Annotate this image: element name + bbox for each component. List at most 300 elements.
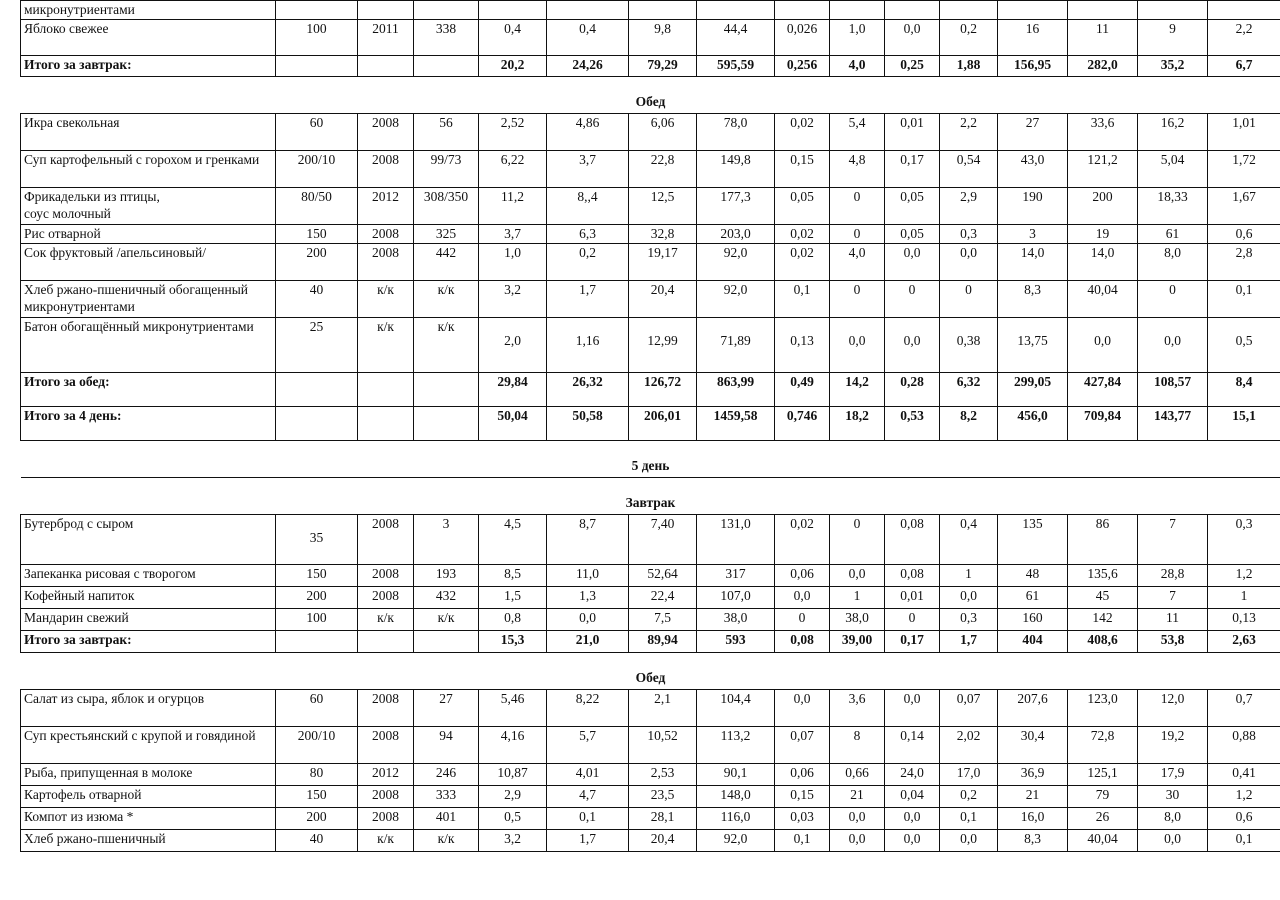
value-cell: 38,0 [830, 609, 885, 631]
value-cell: 28,8 [1138, 565, 1208, 587]
value-cell: 26 [1068, 808, 1138, 830]
value-cell: 7,40 [629, 515, 697, 565]
dish-name: микронутриентами [21, 1, 276, 20]
value-cell: 4,8 [830, 151, 885, 188]
value-cell: 2,8 [1208, 244, 1280, 281]
value-cell: 89,94 [629, 631, 697, 653]
value-cell: 8,4 [1208, 373, 1280, 407]
value-cell: 107,0 [697, 587, 775, 609]
value-cell: 150 [276, 565, 358, 587]
value-cell: 2,9 [479, 786, 547, 808]
value-cell: 8,3 [998, 830, 1068, 852]
value-cell: 0,0 [1068, 318, 1138, 373]
value-cell [276, 407, 358, 441]
value-cell: 1,7 [940, 631, 998, 653]
value-cell: 20,4 [629, 281, 697, 318]
value-cell: 10,87 [479, 764, 547, 786]
value-cell: 2011 [358, 20, 414, 56]
section-title: Обед [21, 653, 1280, 690]
value-cell: 8,0 [1138, 808, 1208, 830]
value-cell: 0,026 [775, 20, 830, 56]
value-cell: 27 [414, 690, 479, 727]
value-cell: 2008 [358, 225, 414, 244]
value-cell: 94 [414, 727, 479, 764]
value-cell: 2008 [358, 786, 414, 808]
value-cell: 20,4 [629, 830, 697, 852]
value-cell: 12,0 [1138, 690, 1208, 727]
value-cell: 156,95 [998, 56, 1068, 77]
value-cell: 2,2 [1208, 20, 1280, 56]
value-cell: 401 [414, 808, 479, 830]
value-cell: 0,0 [940, 587, 998, 609]
value-cell: 2,0 [479, 318, 547, 373]
value-cell: 6,06 [629, 114, 697, 151]
value-cell: 78,0 [697, 114, 775, 151]
value-cell: 14,0 [1068, 244, 1138, 281]
value-cell: 8,2 [940, 407, 998, 441]
value-cell: 21,0 [547, 631, 629, 653]
value-cell: 14,0 [998, 244, 1068, 281]
value-cell: 432 [414, 587, 479, 609]
value-cell: 61 [1138, 225, 1208, 244]
value-cell: 5,46 [479, 690, 547, 727]
value-cell: 2008 [358, 515, 414, 565]
value-cell: 50,58 [547, 407, 629, 441]
value-cell: 0,5 [479, 808, 547, 830]
value-cell: 5,04 [1138, 151, 1208, 188]
value-cell: 0,88 [1208, 727, 1280, 764]
dish-name: Запеканка рисовая с творогом [21, 565, 276, 587]
value-cell: 299,05 [998, 373, 1068, 407]
value-cell: 40 [276, 830, 358, 852]
value-cell: 325 [414, 225, 479, 244]
value-cell: 0,6 [1208, 808, 1280, 830]
value-cell: 0,1 [940, 808, 998, 830]
value-cell [276, 1, 358, 20]
value-cell: 79 [1068, 786, 1138, 808]
value-cell: 2012 [358, 764, 414, 786]
value-cell: 0,1 [547, 808, 629, 830]
value-cell: 8,3 [998, 281, 1068, 318]
value-cell: 24,0 [885, 764, 940, 786]
value-cell: 1 [940, 565, 998, 587]
value-cell: 21 [998, 786, 1068, 808]
value-cell: 3 [998, 225, 1068, 244]
table-row [21, 830, 1280, 852]
value-cell: 4,01 [547, 764, 629, 786]
value-cell: 0,0 [830, 565, 885, 587]
table-row [21, 281, 1280, 318]
value-cell: 1,0 [830, 20, 885, 56]
value-cell: 9 [1138, 20, 1208, 56]
value-cell: 0,0 [885, 808, 940, 830]
dish-name: Суп крестьянский с крупой и говядиной [21, 727, 276, 764]
value-cell: 53,8 [1138, 631, 1208, 653]
dish-name: Итого за обед: [21, 373, 276, 407]
value-cell: 23,5 [629, 786, 697, 808]
value-cell: 1 [1208, 587, 1280, 609]
value-cell: 200/10 [276, 727, 358, 764]
value-cell: 15,1 [1208, 407, 1280, 441]
value-cell: 92,0 [697, 281, 775, 318]
value-cell: 1,72 [1208, 151, 1280, 188]
value-cell: 8 [830, 727, 885, 764]
value-cell: 0,08 [885, 515, 940, 565]
dish-name: Икра свекольная [21, 114, 276, 151]
total-row [21, 407, 1280, 441]
value-cell: 246 [414, 764, 479, 786]
value-cell: 0,3 [940, 225, 998, 244]
value-cell: 35 [276, 515, 358, 565]
value-cell: 0,02 [775, 114, 830, 151]
value-cell: 0 [775, 609, 830, 631]
value-cell: 282,0 [1068, 56, 1138, 77]
value-cell: 2008 [358, 114, 414, 151]
value-cell: 30,4 [998, 727, 1068, 764]
value-cell: 206,01 [629, 407, 697, 441]
value-cell: 4,16 [479, 727, 547, 764]
value-cell: 4,5 [479, 515, 547, 565]
value-cell [358, 373, 414, 407]
section-header-row [21, 653, 1280, 690]
value-cell: 22,4 [629, 587, 697, 609]
value-cell [358, 1, 414, 20]
total-row [21, 56, 1280, 77]
value-cell: 28,1 [629, 808, 697, 830]
value-cell: 3,7 [479, 225, 547, 244]
value-cell: 0,256 [775, 56, 830, 77]
value-cell: 0,0 [885, 830, 940, 852]
value-cell: 4,86 [547, 114, 629, 151]
value-cell [697, 1, 775, 20]
value-cell: 0,1 [1208, 281, 1280, 318]
table-row [21, 727, 1280, 764]
value-cell: 0,06 [775, 764, 830, 786]
value-cell: 108,57 [1138, 373, 1208, 407]
value-cell [414, 56, 479, 77]
value-cell: 30 [1138, 786, 1208, 808]
value-cell: 35,2 [1138, 56, 1208, 77]
value-cell: 200 [276, 244, 358, 281]
value-cell: 593 [697, 631, 775, 653]
dish-name: Рыба, припущенная в молоке [21, 764, 276, 786]
value-cell: 207,6 [998, 690, 1068, 727]
table-row [21, 565, 1280, 587]
value-cell: 38,0 [697, 609, 775, 631]
value-cell: 16 [998, 20, 1068, 56]
value-cell: 135 [998, 515, 1068, 565]
value-cell: 0 [885, 609, 940, 631]
value-cell: к/к [358, 830, 414, 852]
value-cell: 0 [830, 281, 885, 318]
value-cell: к/к [414, 609, 479, 631]
value-cell: 0,1 [775, 281, 830, 318]
value-cell: 2008 [358, 565, 414, 587]
value-cell: 116,0 [697, 808, 775, 830]
value-cell: 135,6 [1068, 565, 1138, 587]
value-cell [358, 631, 414, 653]
value-cell: 92,0 [697, 244, 775, 281]
value-cell: 2008 [358, 587, 414, 609]
value-cell: 200 [276, 808, 358, 830]
value-cell: 36,9 [998, 764, 1068, 786]
value-cell: к/к [358, 609, 414, 631]
value-cell: 1,2 [1208, 565, 1280, 587]
table-row [21, 690, 1280, 727]
value-cell: 1,2 [1208, 786, 1280, 808]
value-cell: 43,0 [998, 151, 1068, 188]
value-cell: 177,3 [697, 188, 775, 225]
value-cell: 442 [414, 244, 479, 281]
value-cell [830, 1, 885, 20]
table-row [21, 1, 1280, 20]
value-cell: 90,1 [697, 764, 775, 786]
value-cell: 0,0 [940, 244, 998, 281]
dish-name: Кофейный напиток [21, 587, 276, 609]
value-cell: 8,0 [1138, 244, 1208, 281]
value-cell: 11,2 [479, 188, 547, 225]
value-cell: 0,4 [479, 20, 547, 56]
value-cell: 6,32 [940, 373, 998, 407]
value-cell: 0,06 [775, 565, 830, 587]
value-cell: 5,4 [830, 114, 885, 151]
value-cell: 0,01 [885, 587, 940, 609]
value-cell [414, 373, 479, 407]
value-cell: 39,00 [830, 631, 885, 653]
section-title: 5 день [21, 441, 1280, 478]
value-cell [358, 56, 414, 77]
value-cell: 0,3 [940, 609, 998, 631]
value-cell: 0,0 [1138, 318, 1208, 373]
value-cell: 123,0 [1068, 690, 1138, 727]
value-cell [358, 407, 414, 441]
table-row [21, 225, 1280, 244]
value-cell: 0,2 [940, 20, 998, 56]
value-cell: 104,4 [697, 690, 775, 727]
value-cell: 45 [1068, 587, 1138, 609]
value-cell [479, 1, 547, 20]
value-cell: 0,0 [885, 690, 940, 727]
value-cell: 1,0 [479, 244, 547, 281]
value-cell: 1 [830, 587, 885, 609]
value-cell: 52,64 [629, 565, 697, 587]
value-cell: 2,02 [940, 727, 998, 764]
value-cell: 1,67 [1208, 188, 1280, 225]
value-cell: 0,15 [775, 786, 830, 808]
value-cell: 86 [1068, 515, 1138, 565]
value-cell: 18,2 [830, 407, 885, 441]
value-cell: 11,0 [547, 565, 629, 587]
table-row [21, 515, 1280, 565]
value-cell: 32,8 [629, 225, 697, 244]
value-cell: 0,14 [885, 727, 940, 764]
value-cell: 26,32 [547, 373, 629, 407]
value-cell: 0 [1138, 281, 1208, 318]
value-cell: 5,7 [547, 727, 629, 764]
value-cell: 0,0 [775, 587, 830, 609]
dish-name: Мандарин свежий [21, 609, 276, 631]
value-cell: 0,66 [830, 764, 885, 786]
value-cell: 0,49 [775, 373, 830, 407]
value-cell [1208, 1, 1280, 20]
value-cell: 148,0 [697, 786, 775, 808]
value-cell: 48 [998, 565, 1068, 587]
nutrition-table [20, 0, 1280, 852]
value-cell: 2,52 [479, 114, 547, 151]
value-cell [775, 1, 830, 20]
value-cell: 0,0 [1138, 830, 1208, 852]
value-cell: 16,0 [998, 808, 1068, 830]
value-cell: 0,25 [885, 56, 940, 77]
value-cell: 1,01 [1208, 114, 1280, 151]
value-cell: к/к [414, 318, 479, 373]
value-cell: 113,2 [697, 727, 775, 764]
value-cell [414, 407, 479, 441]
value-cell [1068, 1, 1138, 20]
value-cell: 0,17 [885, 151, 940, 188]
value-cell: 7 [1138, 515, 1208, 565]
value-cell: 1,3 [547, 587, 629, 609]
value-cell: 121,2 [1068, 151, 1138, 188]
value-cell: 20,2 [479, 56, 547, 77]
value-cell: 456,0 [998, 407, 1068, 441]
value-cell: 408,6 [1068, 631, 1138, 653]
value-cell: 0,02 [775, 244, 830, 281]
value-cell: 125,1 [1068, 764, 1138, 786]
value-cell [414, 631, 479, 653]
value-cell: 333 [414, 786, 479, 808]
value-cell: 40 [276, 281, 358, 318]
dish-name: Хлеб ржано-пшеничный обогащенный микронутриентами [21, 281, 276, 318]
value-cell: 1,5 [479, 587, 547, 609]
value-cell: 0,04 [885, 786, 940, 808]
value-cell: 3,6 [830, 690, 885, 727]
value-cell: 0,4 [940, 515, 998, 565]
value-cell: 200 [1068, 188, 1138, 225]
value-cell: 0,38 [940, 318, 998, 373]
section-title: Завтрак [21, 478, 1280, 515]
value-cell: 27 [998, 114, 1068, 151]
table-row [21, 114, 1280, 151]
value-cell: 3,7 [547, 151, 629, 188]
value-cell: 24,26 [547, 56, 629, 77]
value-cell: 13,75 [998, 318, 1068, 373]
value-cell: 25 [276, 318, 358, 373]
value-cell: 4,0 [830, 244, 885, 281]
value-cell: 0,3 [1208, 515, 1280, 565]
value-cell: 16,2 [1138, 114, 1208, 151]
value-cell: 17,0 [940, 764, 998, 786]
table-row [21, 188, 1280, 225]
value-cell: 14,2 [830, 373, 885, 407]
value-cell: 0,5 [1208, 318, 1280, 373]
value-cell [998, 1, 1068, 20]
value-cell [547, 1, 629, 20]
value-cell: 150 [276, 786, 358, 808]
value-cell: 33,6 [1068, 114, 1138, 151]
value-cell: к/к [414, 281, 479, 318]
value-cell: 0,8 [479, 609, 547, 631]
value-cell: 11 [1138, 609, 1208, 631]
dish-name: Итого за завтрак: [21, 631, 276, 653]
value-cell: 142 [1068, 609, 1138, 631]
value-cell: 0 [885, 281, 940, 318]
value-cell: 1,88 [940, 56, 998, 77]
value-cell: 863,99 [697, 373, 775, 407]
value-cell: 60 [276, 690, 358, 727]
value-cell: 2012 [358, 188, 414, 225]
table-row [21, 151, 1280, 188]
value-cell: 3 [414, 515, 479, 565]
value-cell: 12,99 [629, 318, 697, 373]
value-cell [940, 1, 998, 20]
value-cell: 60 [276, 114, 358, 151]
dish-name: Компот из изюма * [21, 808, 276, 830]
value-cell: 160 [998, 609, 1068, 631]
value-cell: 0,6 [1208, 225, 1280, 244]
value-cell: 9,8 [629, 20, 697, 56]
value-cell: 427,84 [1068, 373, 1138, 407]
dish-name: Рис отварной [21, 225, 276, 244]
table-row [21, 318, 1280, 373]
dish-name: Сок фруктовый /апельсиновый/ [21, 244, 276, 281]
value-cell: 0 [830, 188, 885, 225]
value-cell: 17,9 [1138, 764, 1208, 786]
value-cell: 0,0 [830, 318, 885, 373]
value-cell: 2,2 [940, 114, 998, 151]
value-cell: 3,2 [479, 830, 547, 852]
value-cell: 0 [940, 281, 998, 318]
value-cell: 0,0 [940, 830, 998, 852]
dish-name: Итого за завтрак: [21, 56, 276, 77]
dish-name: Бутерброд с сыром [21, 515, 276, 565]
value-cell [276, 56, 358, 77]
value-cell: 7 [1138, 587, 1208, 609]
value-cell: 2,63 [1208, 631, 1280, 653]
table-row [21, 764, 1280, 786]
section-header-row [21, 478, 1280, 515]
dish-name: Фрикадельки из птицы, соус молочный [21, 188, 276, 225]
value-cell: 0 [830, 225, 885, 244]
value-cell: 6,22 [479, 151, 547, 188]
value-cell: 126,72 [629, 373, 697, 407]
value-cell: 80 [276, 764, 358, 786]
value-cell: 0,17 [885, 631, 940, 653]
value-cell: 19,2 [1138, 727, 1208, 764]
value-cell: 0,0 [547, 609, 629, 631]
value-cell: 0,07 [940, 690, 998, 727]
value-cell: 40,04 [1068, 281, 1138, 318]
value-cell: 0,0 [885, 20, 940, 56]
section-title: Обед [21, 77, 1280, 114]
dish-name: Суп картофельный с горохом и гренками [21, 151, 276, 188]
value-cell: 1459,58 [697, 407, 775, 441]
table-row [21, 587, 1280, 609]
value-cell: 11 [1068, 20, 1138, 56]
table-body [21, 1, 1280, 852]
value-cell: 0,05 [775, 188, 830, 225]
value-cell: 21 [830, 786, 885, 808]
value-cell: 709,84 [1068, 407, 1138, 441]
value-cell: 1,16 [547, 318, 629, 373]
value-cell: 6,3 [547, 225, 629, 244]
value-cell: 0,08 [885, 565, 940, 587]
value-cell: 12,5 [629, 188, 697, 225]
value-cell: 4,0 [830, 56, 885, 77]
value-cell: 0,54 [940, 151, 998, 188]
value-cell: 0,15 [775, 151, 830, 188]
value-cell: 0,08 [775, 631, 830, 653]
